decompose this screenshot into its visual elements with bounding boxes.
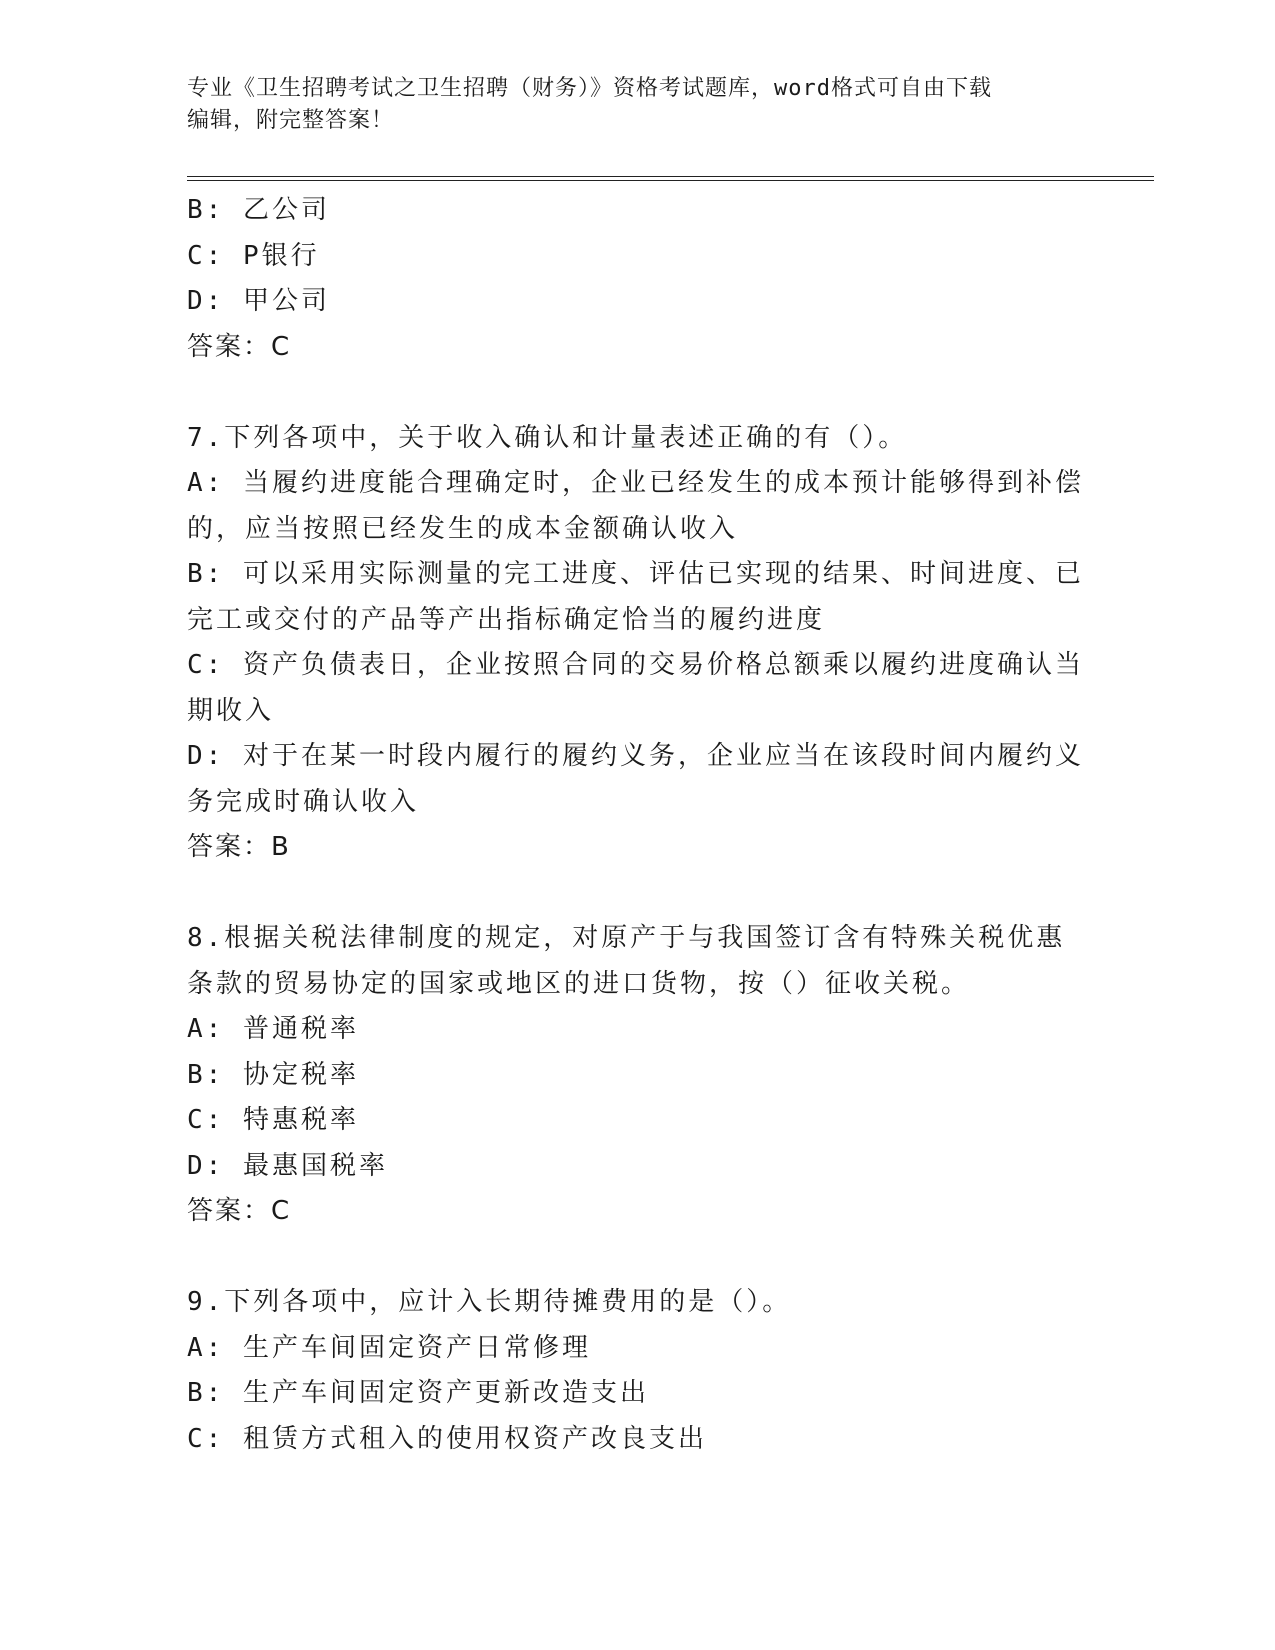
q9-stem: 9.下列各项中，应计入长期待摊费用的是（）。 (187, 1287, 792, 1317)
q7-option-d-line-2: 务完成时确认收入 (187, 786, 420, 817)
q7-option-c-line-2: 期收入 (187, 695, 275, 726)
header-line-2: 编辑，附完整答案！ (187, 108, 395, 133)
q7-option-d-line-1: D: 对于在某一时段内履行的履约义务，企业应当在该段时间内履约义 (187, 741, 1084, 771)
spacer (187, 370, 1087, 416)
q7-answer: 答案：B (187, 832, 291, 862)
q6-option-b: B: 乙公司 (187, 195, 330, 225)
q7-option-b-line-1: B: 可以采用实际测量的完工进度、评估已实现的结果、时间进度、已 (187, 559, 1084, 589)
q8-stem-line-2: 条款的贸易协定的国家或地区的进口货物，按（）征收关税。 (187, 968, 971, 999)
q7-stem: 7.下列各项中，关于收入确认和计量表述正确的有（）。 (187, 422, 908, 453)
question-9 (187, 1280, 1087, 1462)
q8-option-b: B: 协定税率 (187, 1059, 359, 1090)
q8-option-a: A: 普通税率 (187, 1014, 359, 1044)
spacer (187, 871, 1087, 917)
q7-option-b-line-2: 完工或交付的产品等产出指标确定恰当的履约进度 (187, 604, 826, 635)
q7-option-a-line-1: A: 当履约进度能合理确定时，企业已经发生的成本预计能够得到补偿 (187, 468, 1084, 498)
header-divider (187, 176, 1154, 181)
document-header (187, 73, 1067, 137)
spacer (187, 1235, 1087, 1281)
q7-option-a-line-2: 的，应当按照已经发生的成本金额确认收入 (187, 513, 739, 544)
q6-option-d: D: 甲公司 (187, 286, 330, 316)
q8-option-d: D: 最惠国税率 (187, 1150, 388, 1181)
question-content (187, 188, 1087, 1462)
question-6-tail (187, 188, 1087, 370)
q8-stem-line-1: 8.根据关税法律制度的规定，对原产于与我国签订含有特殊关税优惠 (187, 923, 1066, 953)
header-line-1: 专业《卫生招聘考试之卫生招聘（财务）》资格考试题库，word格式可自由下载 (187, 76, 992, 101)
q7-option-c-line-1: C: 资产负债表日，企业按照合同的交易价格总额乘以履约进度确认当 (187, 650, 1084, 680)
q9-option-a: A: 生产车间固定资产日常修理 (187, 1332, 591, 1363)
q6-answer: 答案：C (187, 331, 292, 362)
q8-option-c: C: 特惠税率 (187, 1105, 359, 1135)
question-7 (187, 416, 1087, 871)
q8-answer: 答案：C (187, 1196, 292, 1226)
q6-option-c: C: P银行 (187, 240, 320, 271)
q9-option-b: B: 生产车间固定资产更新改造支出 (187, 1378, 649, 1408)
question-8 (187, 916, 1087, 1235)
q9-option-c: C: 租赁方式租入的使用权资产改良支出 (187, 1423, 707, 1454)
